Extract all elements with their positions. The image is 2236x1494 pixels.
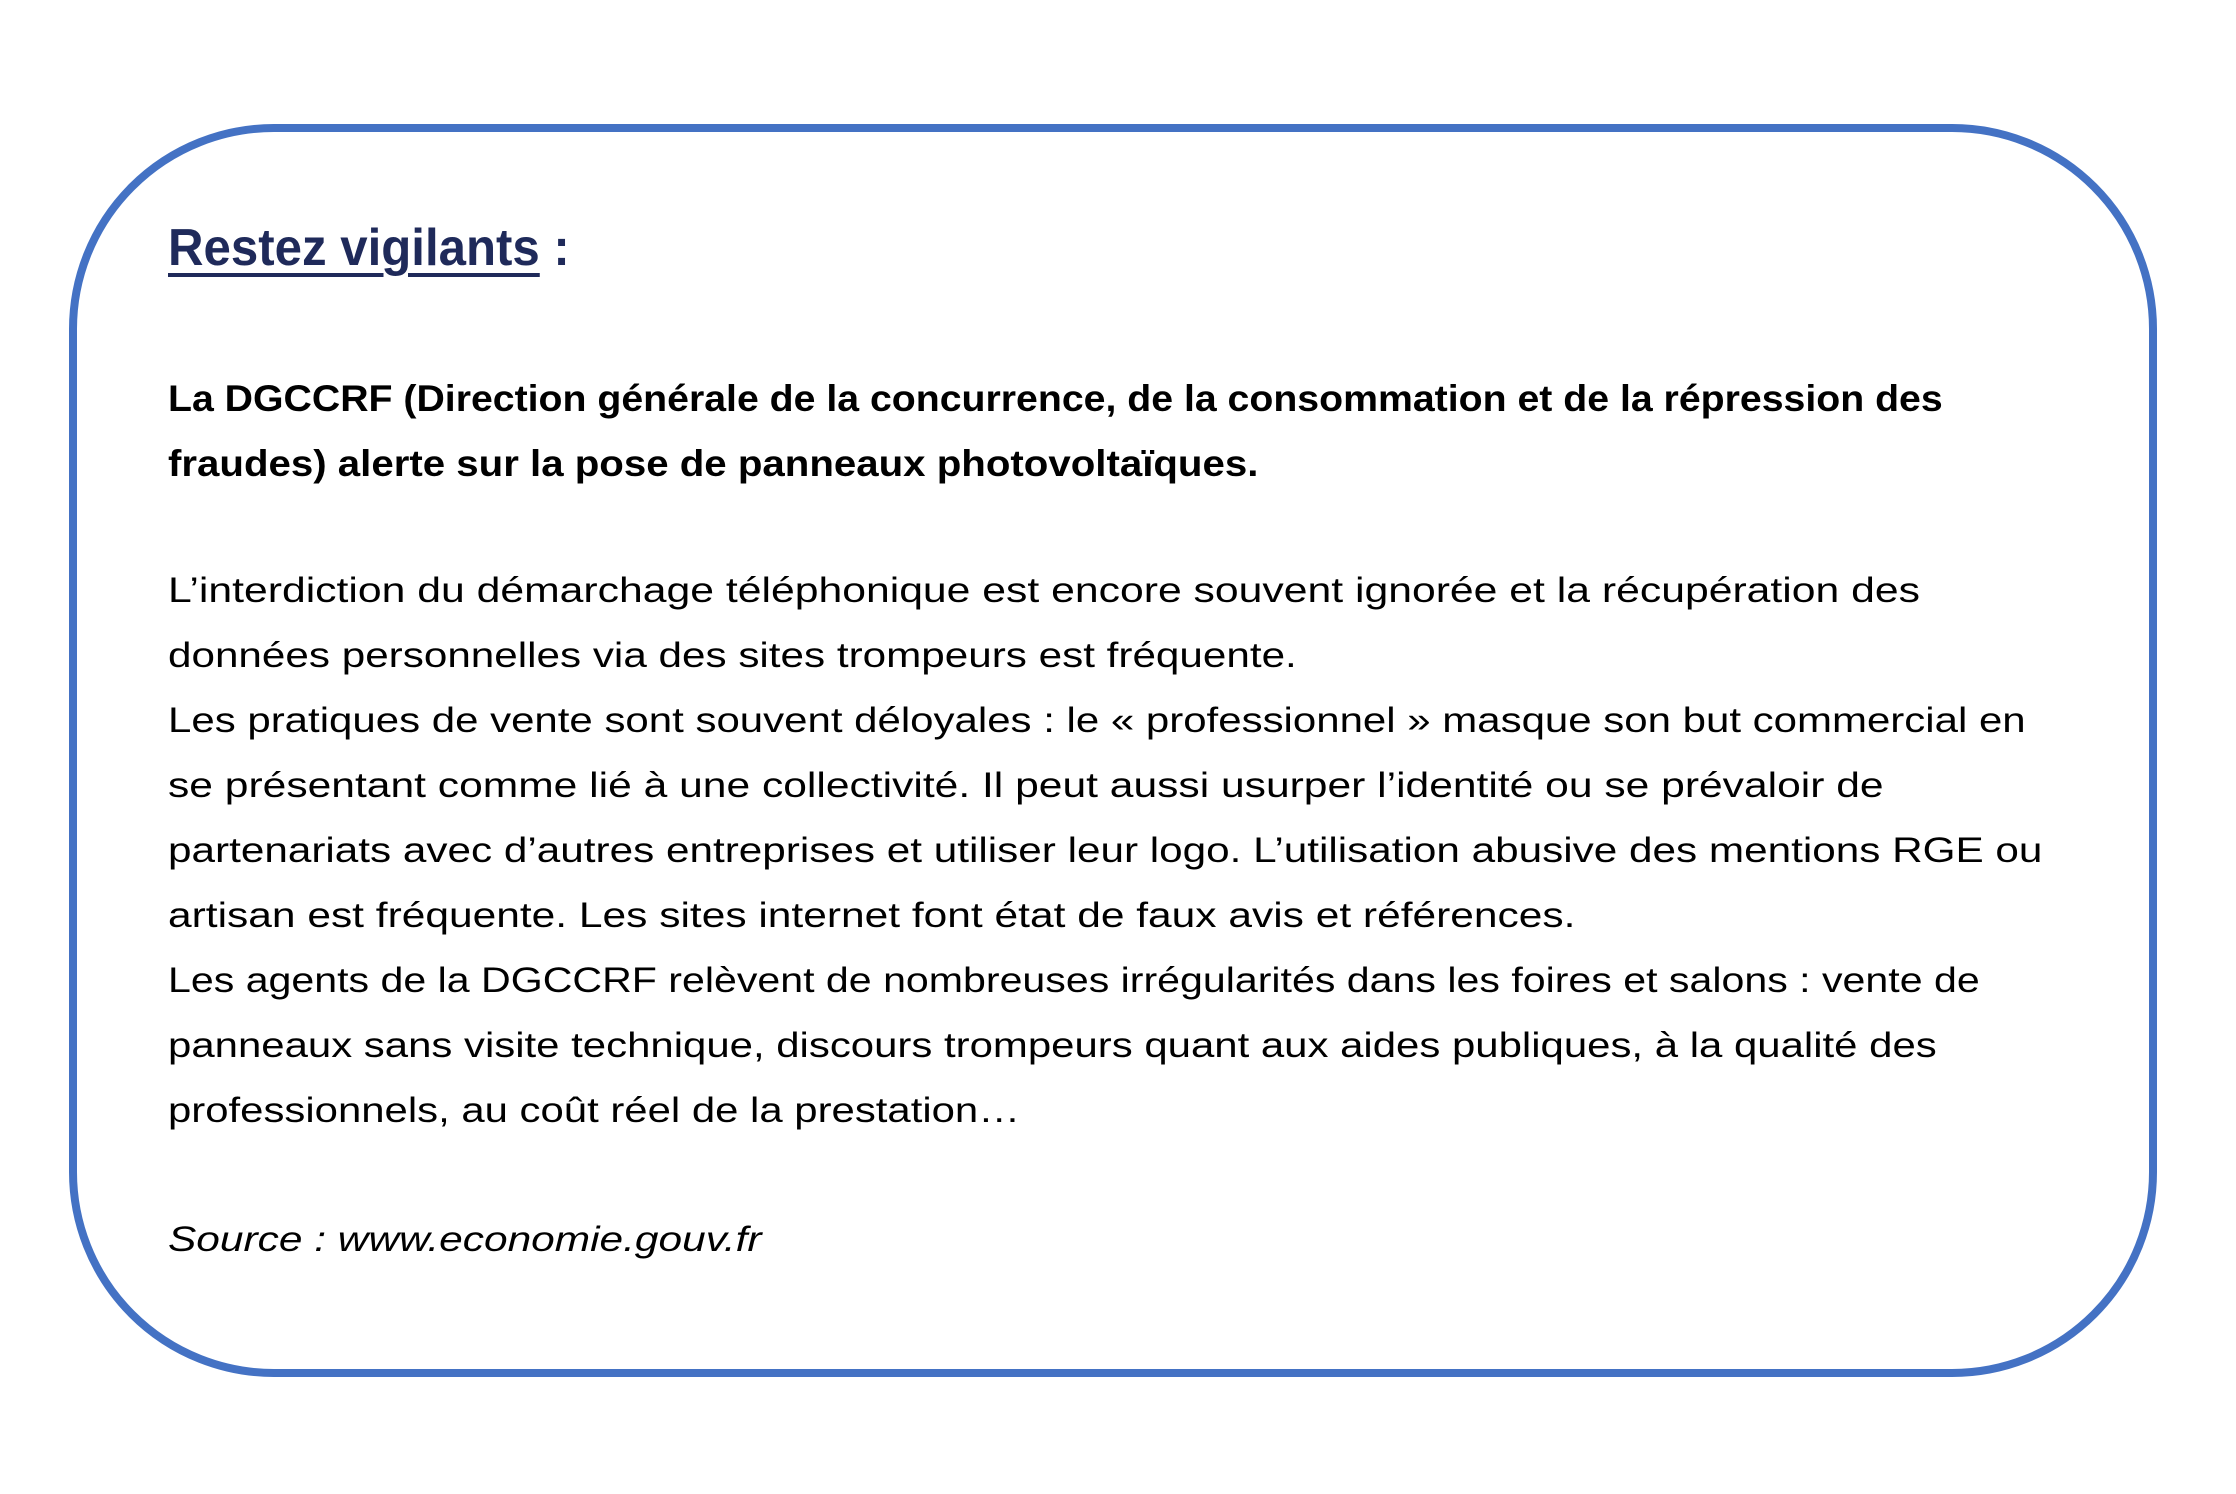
body-line-9: professionnels, au coût réel de la prestation… — [168, 1091, 1021, 1130]
callout-title — [168, 219, 570, 277]
body-line-5: partenariats avec d’autres entreprises et utiliser leur logo. L’utilisation abusive des mentions RGE ou — [168, 831, 2043, 870]
body-line-2: données personnelles via des sites trompeurs est fréquente. — [168, 636, 1297, 675]
body-line-3: Les pratiques de vente sont souvent déloyales : le « professionnel » masque son but commercial en — [168, 701, 2026, 740]
body-line-7: Les agents de la DGCCRF relèvent de nombreuses irrégularités dans les foires et salons : vente de — [168, 961, 1980, 1000]
callout-title-text: Restez vigilants — [168, 219, 540, 277]
body-line-1: L’interdiction du démarchage téléphonique est encore souvent ignorée et la récupération des — [168, 571, 1920, 610]
body-line-4: se présentant comme lié à une collectivité. Il peut aussi usurper l’identité ou se prévaloir de — [168, 766, 1884, 805]
intro-line-2: fraudes) alerte sur la pose de panneaux photovoltaïques. — [168, 443, 1259, 484]
intro-line-1: La DGCCRF (Direction générale de la concurrence, de la consommation et de la répression des — [168, 378, 1943, 419]
source-citation: Source : www.economie.gouv.fr — [168, 1220, 762, 1259]
rounded-callout-border — [69, 124, 2157, 1377]
body-line-6: artisan est fréquente. Les sites internet font état de faux avis et références. — [168, 896, 1576, 935]
body-line-8: panneaux sans visite technique, discours trompeurs quant aux aides publiques, à la qualité des — [168, 1026, 1937, 1065]
callout-title-colon: : — [539, 219, 570, 277]
